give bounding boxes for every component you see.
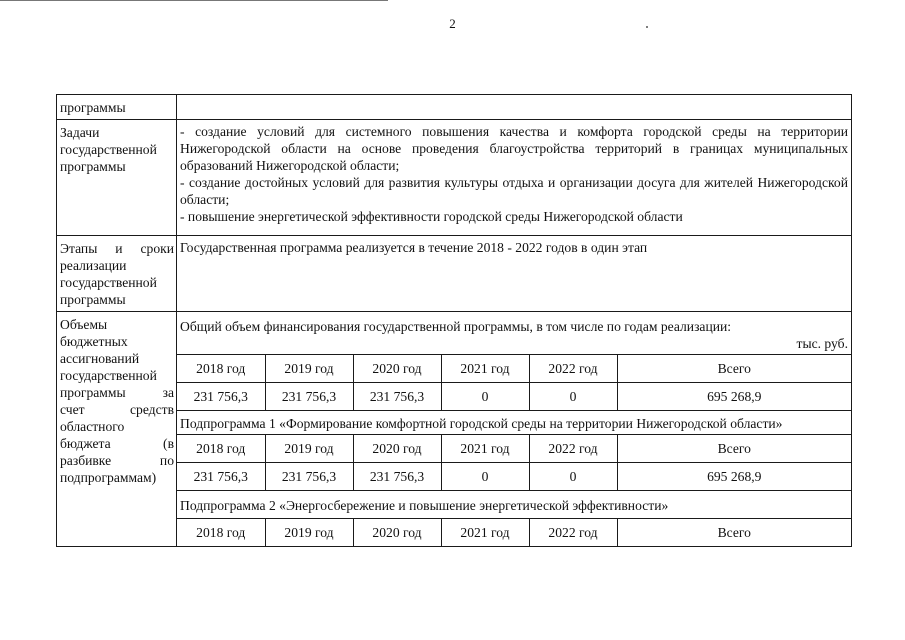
program-name-row: [57, 95, 852, 120]
total-funding-table: [177, 355, 851, 410]
stages-row: [57, 236, 852, 312]
tasks-content-cell: [177, 120, 852, 236]
year-header: 2022 год: [529, 435, 617, 463]
total-header: Всего: [617, 355, 851, 383]
tasks-label-line: Задачи: [60, 125, 100, 140]
year-header: 2018 год: [177, 435, 265, 463]
program-label-cell: [57, 95, 177, 120]
total-values-row: [177, 383, 851, 411]
subprogram-2-table: [177, 519, 851, 546]
volumes-content-cell: [177, 312, 852, 547]
year-header: 2018 год: [177, 519, 265, 546]
total-header: Всего: [617, 435, 851, 463]
volumes-label-line: бюджета (в: [60, 436, 174, 451]
year-header: 2020 год: [353, 355, 441, 383]
stages-content-cell: [177, 236, 852, 312]
tasks-label-line: государственной: [60, 142, 157, 157]
sub1-values-row: [177, 463, 851, 491]
subprogram-2-table-wrap: [177, 518, 851, 546]
year-header: 2021 год: [441, 355, 529, 383]
stages-label-cell: [57, 236, 177, 312]
task-item: - создание достойных условий для развития культуры отдыха и организации досуга для жителей Нижегородской области;: [180, 175, 848, 207]
program-name-cell: [177, 95, 852, 120]
year-header: 2020 год: [353, 519, 441, 546]
total-header: Всего: [617, 519, 851, 546]
passport-table: [56, 94, 852, 547]
funding-value: 231 756,3: [353, 383, 441, 411]
volumes-label-line: счет средств: [60, 402, 174, 417]
stages-label-line: Этапы и сроки: [60, 241, 174, 256]
funding-total: 695 268,9: [617, 463, 851, 491]
volumes-label-line: бюджетных: [60, 334, 128, 349]
year-header: 2022 год: [529, 519, 617, 546]
total-funding-table-wrap: [177, 354, 851, 410]
year-header: 2022 год: [529, 355, 617, 383]
task-item: - создание условий для системного повышения качества и комфорта городской среды на территории Нижегородской области на основе проведения благоустройства территорий в границах муниципальных образований Нижегородской области;: [180, 124, 848, 173]
volumes-label-line: подпрограммам): [60, 470, 157, 485]
funding-value: 231 756,3: [177, 383, 265, 411]
volumes-intro-text: Общий объем финансирования государственной программы, в том числе по годам реализации:: [180, 319, 732, 334]
stages-text: Государственная программа реализуется в течение 2018 - 2022 годов в один этап: [180, 240, 648, 255]
volumes-intro: [177, 312, 851, 354]
tasks-label-line: программы: [60, 159, 126, 174]
funding-value: 231 756,3: [177, 463, 265, 491]
page-number: 2: [449, 16, 456, 31]
scan-speck: [646, 26, 648, 28]
volumes-label-line: Объемы: [60, 317, 108, 332]
stages-label-line: программы: [60, 292, 126, 307]
top-rule: [0, 0, 388, 1]
year-header: 2019 год: [265, 435, 353, 463]
sub1-header-row: [177, 435, 851, 463]
year-header: 2020 год: [353, 435, 441, 463]
stages-label-line: государственной: [60, 275, 157, 290]
sub2-header-row: [177, 519, 851, 546]
year-header: 2021 год: [441, 519, 529, 546]
task-item: - повышение энергетической эффективности городской среды Нижегородской области: [180, 209, 683, 224]
unit-label: тыс. руб.: [796, 336, 848, 351]
program-label: программы: [60, 100, 126, 115]
subprogram-2-title: Подпрограмма 2 «Энергосбережение и повышение энергетической эффективности»: [177, 490, 851, 518]
subprogram-1-table-wrap: [177, 434, 851, 490]
volumes-label-line: программы за: [60, 385, 174, 400]
funding-total: 695 268,9: [617, 383, 851, 411]
total-header-row: [177, 355, 851, 383]
volumes-label-line: областного: [60, 419, 125, 434]
subprogram-1-table: [177, 435, 851, 490]
tasks-row: [57, 120, 852, 236]
volumes-label-line: ассигнований: [60, 351, 140, 366]
volumes-row: [57, 312, 852, 547]
funding-value: 231 756,3: [353, 463, 441, 491]
year-header: 2019 год: [265, 519, 353, 546]
funding-value: 0: [441, 463, 529, 491]
stages-label-line: реализации: [60, 258, 127, 273]
funding-value: 0: [441, 383, 529, 411]
volumes-label-cell: [57, 312, 177, 547]
funding-value: 231 756,3: [265, 463, 353, 491]
year-header: 2021 год: [441, 435, 529, 463]
tasks-list: [177, 120, 851, 227]
tasks-label-cell: [57, 120, 177, 236]
subprogram-1-title: Подпрограмма 1 «Формирование комфортной городской среды на территории Нижегородской области»: [177, 410, 851, 434]
funding-value: 0: [529, 383, 617, 411]
volumes-label-line: государственной: [60, 368, 157, 383]
funding-value: 0: [529, 463, 617, 491]
volumes-label-line: разбивке по: [60, 453, 174, 468]
funding-value: 231 756,3: [265, 383, 353, 411]
year-header: 2019 год: [265, 355, 353, 383]
year-header: 2018 год: [177, 355, 265, 383]
